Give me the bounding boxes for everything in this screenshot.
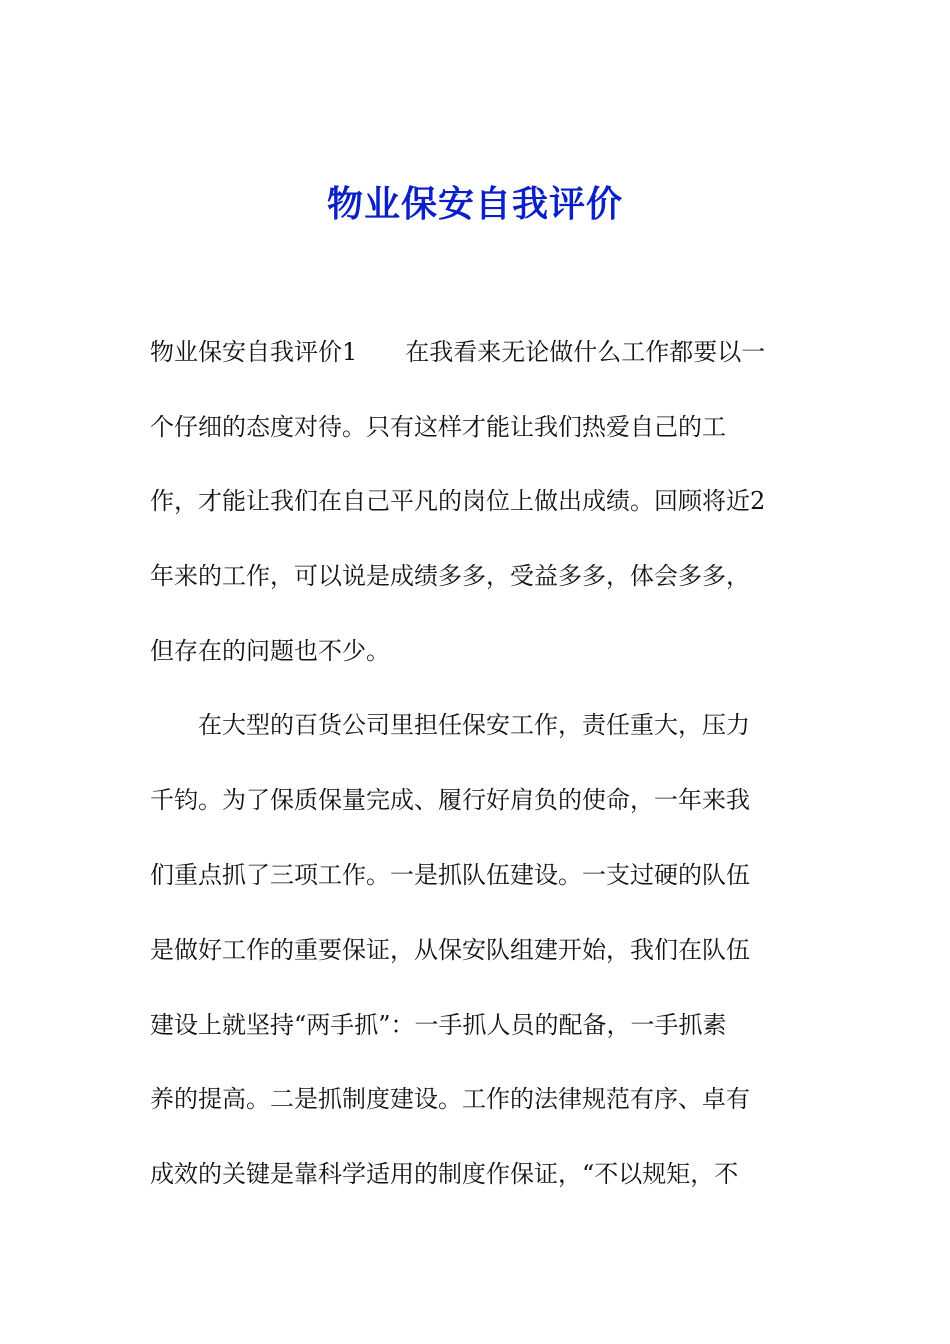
body-line: 是做好工作的重要保证，从保安队组建开始，我们在队伍 (150, 936, 750, 964)
body-line: 作，才能让我们在自己平凡的岗位上做出成绩。回顾将近2 (150, 487, 766, 515)
body-line: 年来的工作，可以说是成绩多多，受益多多，体会多多， (150, 562, 750, 590)
body-line: 们重点抓了三项工作。一是抓队伍建设。一支过硬的队伍 (150, 861, 750, 889)
body-line: 成效的关键是靠科学适用的制度作保证，“不以规矩，不 (150, 1160, 739, 1188)
body-line: 千钧。为了保质保量完成、履行好肩负的使命，一年来我 (150, 786, 750, 814)
body-line: 个仔细的态度对待。只有这样才能让我们热爱自己的工 (150, 413, 726, 441)
body-line: 养的提高。二是抓制度建设。工作的法律规范有序、卓有 (150, 1085, 750, 1113)
body-line: 在大型的百货公司里担任保安工作，责任重大，压力 (150, 711, 750, 739)
body-line: 但存在的问题也不少。 (150, 637, 390, 665)
body-line: 物业保安自我评价1 在我看来无论做什么工作都要以一 (150, 338, 766, 366)
body-line: 建设上就坚持“两手抓”：一手抓人员的配备，一手抓素 (150, 1011, 727, 1039)
document-title: 物业保安自我评价 (326, 183, 623, 225)
